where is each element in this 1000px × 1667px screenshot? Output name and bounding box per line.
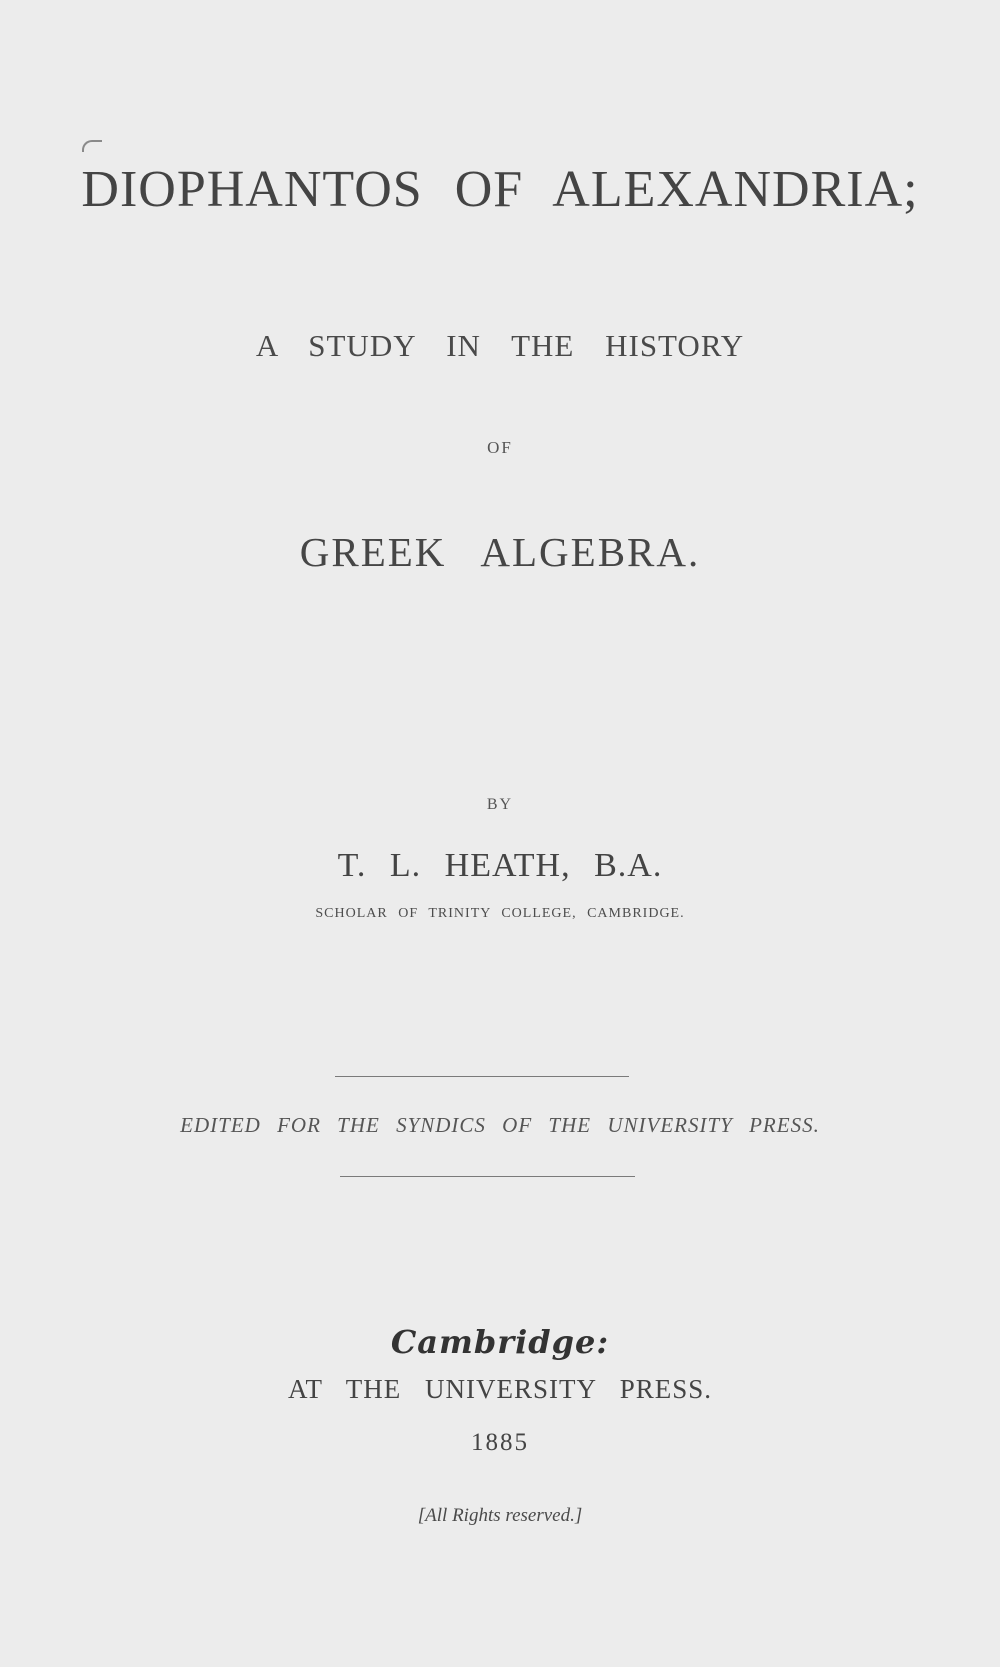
pencil-mark xyxy=(82,140,102,152)
by-line: BY xyxy=(486,796,514,813)
author-affiliation: SCHOLAR OF TRINITY COLLEGE, CAMBRIDGE. xyxy=(315,906,685,921)
author-name: T. L. HEATH, B.A. xyxy=(337,847,663,884)
publication-place: Cambridge: xyxy=(390,1323,610,1361)
editorial-note: EDITED FOR THE SYNDICS OF THE UNIVERSITY PRESS. xyxy=(180,1113,820,1137)
divider-bottom xyxy=(340,1176,635,1177)
subtitle-connector: OF xyxy=(487,438,513,457)
book-title: DIOPHANTOS OF ALEXANDRIA; xyxy=(81,161,919,218)
publisher: AT THE UNIVERSITY PRESS. xyxy=(287,1374,713,1404)
rights-notice: [All Rights reserved.] xyxy=(417,1505,583,1526)
book-subtitle: A STUDY IN THE HISTORY xyxy=(255,328,745,363)
publication-year: 1885 xyxy=(471,1429,529,1456)
divider-top xyxy=(335,1076,629,1077)
subtitle-subject: GREEK ALGEBRA. xyxy=(299,529,701,575)
